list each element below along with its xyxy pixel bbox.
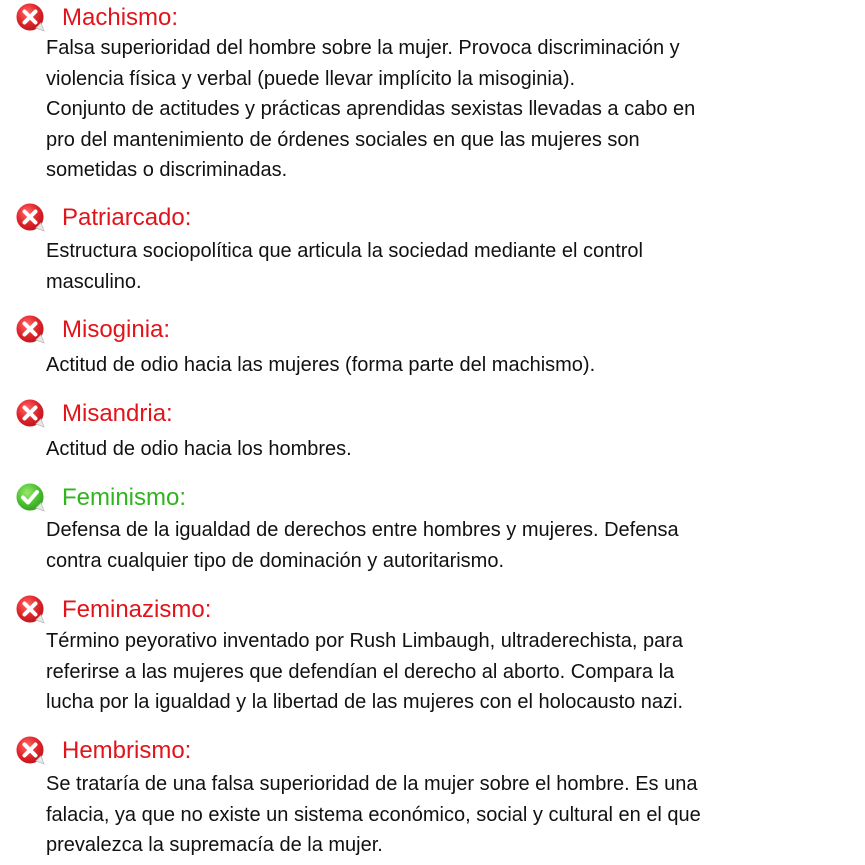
definition-line: Actitud de odio hacia las mujeres (forma parte del machismo). bbox=[46, 354, 596, 376]
term-definition bbox=[46, 350, 846, 381]
definition-line: contra cualquier tipo de dominación y autoritarismo. bbox=[46, 549, 505, 572]
term-title: Patriarcado: bbox=[62, 204, 192, 231]
term-title: Misoginia: bbox=[62, 316, 171, 343]
term-title: Feminismo: bbox=[62, 484, 187, 511]
definition-line: Conjunto de actitudes y prácticas aprendidas sexistas llevadas a cabo en bbox=[46, 98, 696, 120]
definition-line: pro del mantenimiento de órdenes sociales en que las mujeres son bbox=[46, 128, 640, 151]
definition-line: Defensa de la igualdad de derechos entre hombres y mujeres. Defensa bbox=[46, 519, 679, 541]
term-definition bbox=[46, 515, 846, 576]
definition-line: violencia física y verbal (puede llevar implícito la misoginia). bbox=[46, 67, 576, 90]
term-title: Machismo: bbox=[62, 4, 179, 31]
term-definition bbox=[46, 626, 846, 718]
definition-line: Término peyorativo inventado por Rush Limbaugh, ultraderechista, para bbox=[46, 630, 684, 652]
check-icon bbox=[14, 481, 48, 515]
cross-icon bbox=[14, 397, 48, 431]
definition-line: Se trataría de una falsa superioridad de la mujer sobre el hombre. Es una bbox=[46, 773, 698, 795]
cross-icon bbox=[14, 593, 48, 627]
cross-icon bbox=[14, 313, 48, 347]
definition-line: Estructura sociopolítica que articula la sociedad mediante el control bbox=[46, 240, 643, 262]
definition-line: sometidas o discriminadas. bbox=[46, 159, 288, 181]
term-title: Feminazismo: bbox=[62, 596, 212, 623]
term-definition bbox=[46, 33, 846, 186]
definition-line: referirse a las mujeres que defendían el derecho al aborto. Compara la bbox=[46, 660, 675, 683]
definition-line: prevalezca la supremacía de la mujer. bbox=[46, 834, 383, 856]
definition-line: falacia, ya que no existe un sistema económico, social y cultural en el que bbox=[46, 803, 701, 826]
definition-line: Actitud de odio hacia los hombres. bbox=[46, 438, 352, 460]
term-definition bbox=[46, 236, 846, 297]
cross-icon bbox=[14, 734, 48, 768]
term-title: Misandria: bbox=[62, 400, 173, 427]
term-definition bbox=[46, 769, 846, 861]
term-definition bbox=[46, 434, 846, 465]
definition-line: masculino. bbox=[46, 270, 142, 293]
definition-line: Falsa superioridad del hombre sobre la mujer. Provoca discriminación y bbox=[46, 37, 680, 59]
term-title: Hembrismo: bbox=[62, 737, 192, 764]
cross-icon bbox=[14, 201, 48, 235]
cross-icon bbox=[14, 1, 48, 35]
definition-line: lucha por la igualdad y la libertad de las mujeres con el holocausto nazi. bbox=[46, 691, 684, 713]
